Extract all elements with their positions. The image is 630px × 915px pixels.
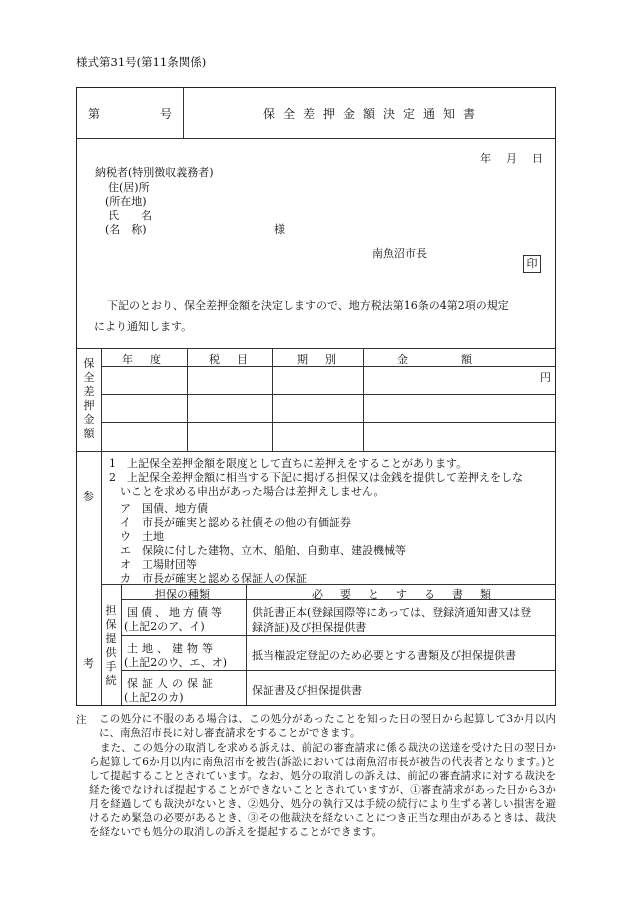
form-label: 様式第31号(第11条関係) [76, 55, 207, 69]
note-text-2: また、この処分の取消しを求める訴えは、前記の審査請求に係る裁決の送達を受けた日の翌日から起算して6か月以内に南魚沼市を被告(訴訟においては南魚沼市長が被告の代表者となります。)として提起することとされています。なお、処分の取消しの訴えは、前記の審査請求に対する裁決を経た後でなければ提起することができないこととされていますが、①審査請求があった日から3か月を経過しても裁決がないとき、②処分、処分の執行又は手続の続行により生ずる著しい損害を避けるため緊急の必要があるとき、③その他裁決を経ないことにつき正当な理由があるときは、裁決を経ないでも処分の取消しの訴えを提起することができます。 [89, 742, 556, 838]
reference-label-top: 参 [83, 490, 94, 503]
header-tax-item: 税 目 [209, 353, 251, 366]
collateral-u: ウ 土地 [120, 530, 164, 543]
name-label: 氏 名 [108, 209, 152, 222]
procedure-header-type: 担保の種類 [155, 588, 210, 601]
row3-type-line2: (上記2のカ) [124, 691, 184, 704]
procedure-side-label: 担保提供手続 [105, 604, 117, 687]
row1-type-line1: 国債、地方債等 [127, 606, 225, 619]
divider [101, 451, 102, 706]
row2-type-line1: 土地、建物等 [127, 642, 217, 655]
note-text-1: この処分に不服のある場合は、この処分があったことを知った日の翌日から起算して3か月以内に、南魚沼市長に対し審査請求をすることができます。 [99, 713, 556, 739]
divider [121, 670, 556, 671]
row3-docs-line1: 保証書及び担保提供書 [252, 684, 362, 697]
body-text-line2: により通知します。 [94, 320, 193, 333]
divider [76, 451, 556, 452]
date-day: 日 [532, 152, 543, 165]
divider [121, 635, 556, 636]
header-period: 期 別 [297, 353, 339, 366]
date-month: 月 [506, 152, 517, 165]
number-suffix: 号 [160, 107, 173, 121]
divider [76, 138, 556, 139]
amount-side-label: 保全差押金額 [83, 357, 95, 440]
header-year: 年 度 [122, 353, 164, 366]
divider [76, 348, 556, 349]
row1-docs-line1: 供託書正本(登録国際等にあっては、登録済通知書又は登 [252, 606, 532, 619]
seal-label: 印 [526, 257, 538, 270]
divider [246, 584, 247, 706]
honorific: 様 [274, 223, 285, 236]
row3-type-line1: 保証人の保証 [127, 677, 217, 690]
number-prefix: 第 [88, 107, 101, 121]
reference-item-1: 1 上記保全差押金額を限度として直ちに差押えをすることがあります。 [109, 457, 468, 470]
reference-label-bottom: 考 [83, 657, 94, 670]
header-amount: 金 額 [397, 353, 477, 366]
reference-item-2-cont: いことを求める申出があった場合は差押えしません。 [120, 485, 385, 498]
collateral-e: エ 保険に付した建物、立木、船舶、自動車、建設機械等 [120, 544, 406, 557]
divider [101, 394, 556, 395]
divider [121, 584, 122, 706]
collateral-ka: カ 市長が確実と認める保証人の保証 [120, 572, 307, 585]
divider [101, 422, 556, 423]
divider [183, 87, 184, 138]
divider [272, 348, 273, 451]
row2-docs-line1: 抵当権設定登記のため必要とする書類及び担保提供書 [252, 649, 516, 662]
divider [101, 584, 556, 585]
location-label: (所在地) [105, 195, 147, 208]
note-label: 注 [76, 714, 87, 726]
collateral-i: イ 市長が確実と認める社債その他の有価証券 [120, 516, 351, 529]
date-year: 年 [480, 152, 491, 165]
divider [101, 348, 102, 451]
issuer-name: 南魚沼市長 [372, 247, 427, 260]
row2-type-line2: (上記2のウ、エ、オ) [124, 656, 228, 669]
collateral-o: オ 工場財団等 [120, 558, 197, 571]
address-label: 住(居)所 [108, 181, 150, 194]
collateral-a: ア 国債、地方債 [120, 502, 208, 515]
divider [363, 348, 364, 451]
document-title: 保全差押金額決定通知書 [263, 107, 484, 121]
procedure-header-docs: 必 要 と す る 書 類 [312, 588, 494, 601]
row1-type-line2: (上記2のア、イ) [124, 620, 205, 633]
reference-item-2: 2 上記保全差押金額に相当する下記に掲げる担保又は金銭を提供して差押えをしな [109, 471, 523, 484]
taxpayer-label: 納税者(特別徴収義務者) [95, 166, 214, 179]
divider [187, 348, 188, 451]
title-name-label: (名 称) [105, 223, 147, 236]
currency-unit: 円 [540, 371, 551, 384]
row1-docs-line2: 録済証)及び担保提供書 [252, 621, 367, 634]
seal-mark [523, 255, 541, 273]
body-text-line1: 下記のとおり、保全差押金額を決定しますので、地方税法第16条の4第2項の規定 [107, 299, 509, 312]
